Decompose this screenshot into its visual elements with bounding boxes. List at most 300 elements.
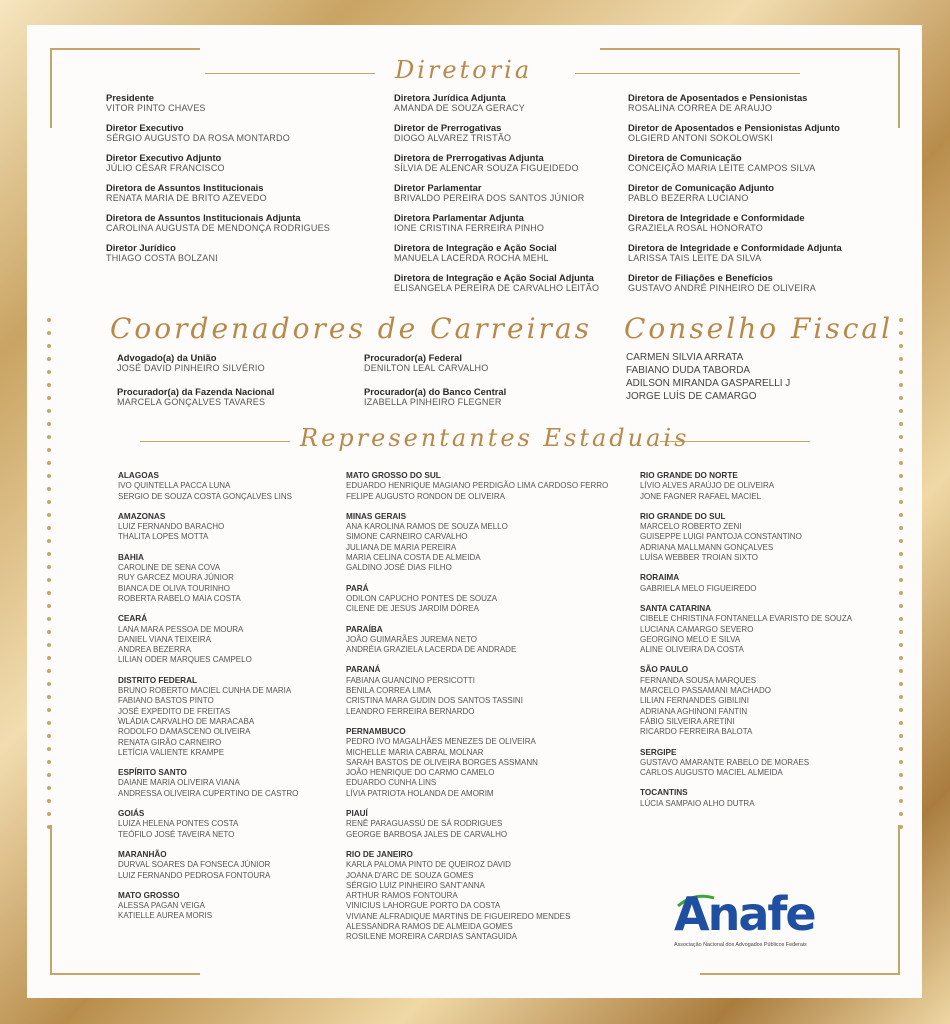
role-title: Diretor Parlamentar [394, 182, 482, 193]
representative-name: DURVAL SOARES DA FONSECA JÚNIOR [118, 860, 271, 870]
state-group [346, 809, 608, 840]
border-dot [47, 630, 51, 634]
border-dot [899, 760, 903, 764]
role-title: Diretora de Integração e Ação Social Adjunta [394, 272, 594, 283]
state-group [346, 665, 608, 716]
person-name: DENILTON LEAL CARVALHO [364, 363, 489, 373]
state-name: RIO DE JANEIRO [346, 849, 413, 859]
frame-line-right-bottom [898, 825, 900, 975]
border-dot [47, 552, 51, 556]
border-dot [47, 825, 51, 829]
state-group [346, 512, 608, 574]
representative-name: RUY GARCEZ MOURA JÚNIOR [118, 573, 234, 583]
frame-line-right-top [898, 48, 900, 128]
state-group [640, 573, 852, 594]
representative-name: SÉRGIO LUIZ PINHEIRO SANT'ANNA [346, 880, 485, 890]
role-title: Presidente [106, 92, 154, 103]
conselho-member: JORGE LUÍS DE CAMARGO [626, 391, 757, 402]
role-title: Diretor de Prerrogativas [394, 122, 502, 133]
representative-name: MARCELO ROBERTO ZENI [640, 522, 742, 532]
state-name: MINAS GERAIS [346, 511, 407, 521]
border-dot [47, 383, 51, 387]
border-dot [47, 344, 51, 348]
representative-name: LILIAN FERNANDES GIBILINI [640, 696, 749, 706]
border-dot [899, 552, 903, 556]
conselho-member: FABIANO DUDA TABORDA [626, 365, 751, 376]
role-entry [106, 122, 330, 144]
border-dot [899, 539, 903, 543]
border-dot [899, 734, 903, 738]
border-dot [899, 825, 903, 829]
representative-name: GALDINO JOSÉ DIAS FILHO [346, 563, 452, 573]
representative-name: CAROLINE DE SENA COVA [118, 563, 221, 573]
role-title: Diretora de Integridade e Conformidade Adjunta [628, 242, 842, 253]
border-dot [47, 357, 51, 361]
border-dot [899, 474, 903, 478]
representative-name: ODILON CAPUCHO PONTES DE SOUZA [346, 593, 498, 603]
state-group [640, 788, 852, 809]
logo-subtitle: Associação Nacional dos Advogados Públicos Federais [674, 942, 807, 948]
role-entry [394, 152, 599, 174]
state-group [118, 676, 298, 758]
person-name: IONE CRISTINA FERREIRA PINHO [394, 223, 545, 233]
border-dot [899, 500, 903, 504]
anafe-logo [672, 886, 832, 956]
representative-name: JULIANA DE MARIA PEREIRA [346, 542, 457, 552]
person-name: BRIVALDO PEREIRA DOS SANTOS JÚNIOR [394, 193, 585, 203]
state-name: RIO GRANDE DO NORTE [640, 471, 738, 480]
representantes-column-3 [640, 471, 852, 819]
border-dot [899, 812, 903, 816]
state-name: RIO GRANDE DO SUL [640, 511, 726, 521]
representative-name: LÍVIA PATRIOTA HOLANDA DE AMORIM [346, 788, 494, 798]
border-dot [899, 747, 903, 751]
border-dot [899, 708, 903, 712]
frame-line-bottom-right [700, 973, 900, 975]
representative-name: GEORGE BARBOSA JALES DE CARVALHO [346, 829, 508, 839]
representative-name: ALESSANDRA RAMOS DE ALMEIDA GOMES [346, 921, 513, 931]
representative-name: FELIPE AUGUSTO RONDON DE OLIVEIRA [346, 491, 505, 501]
border-dot [47, 695, 51, 699]
state-group [118, 553, 298, 604]
border-dot [899, 643, 903, 647]
representative-name: FERNANDA SOUSA MARQUES [640, 675, 757, 685]
border-dot [47, 812, 51, 816]
role-title: Diretor de Comunicação Adjunto [628, 182, 775, 193]
state-name: TOCANTINS [640, 788, 688, 798]
representative-name: ANDREA BEZERRA [118, 645, 191, 655]
state-name: MATO GROSSO [118, 890, 180, 900]
representative-name: GUSTAVO AMARANTE RABELO DE MORAES [640, 757, 810, 767]
role-entry [106, 92, 330, 114]
state-name: AMAZONAS [118, 511, 166, 521]
border-dot [47, 799, 51, 803]
role-title: Diretora de Assuntos Institucionais Adjunta [106, 212, 301, 223]
representative-name: LANA MARA PESSOA DE MOURA [118, 624, 244, 634]
coordenadores-column-1 [117, 352, 274, 420]
border-dot [47, 474, 51, 478]
state-name: SÃO PAULO [640, 665, 689, 675]
coordenadores-title: Coordenadores de Carreiras [110, 312, 593, 345]
state-group [346, 584, 608, 615]
role-entry [394, 92, 599, 114]
role-entry [106, 212, 330, 234]
representative-name: CIBELE CHRISTINA FONTANELLA EVARISTO DE SOUZA [640, 614, 853, 624]
representative-name: SIMONE CARNEIRO CARVALHO [346, 532, 468, 542]
logo-wordmark: Anafe [674, 887, 815, 941]
representative-name: MARIA CELINA COSTA DE ALMEIDA [346, 553, 481, 563]
role-title: Diretor de Filiações e Benefícios [628, 272, 773, 283]
person-name: ROSALINA CORREA DE ARAUJO [628, 103, 773, 113]
state-name: DISTRITO FEDERAL [118, 675, 197, 685]
role-title: Diretora de Aposentados e Pensionistas [628, 92, 808, 103]
border-dot [899, 513, 903, 517]
role-entry [628, 212, 842, 234]
state-group [118, 891, 298, 922]
state-name: ALAGOAS [118, 471, 159, 480]
border-dot [899, 773, 903, 777]
border-dot [899, 565, 903, 569]
state-group [346, 471, 608, 502]
border-dot [47, 682, 51, 686]
representative-name: VINICIUS LAHORGUE PORTO DA COSTA [346, 901, 501, 911]
state-group [118, 809, 298, 840]
border-dot [899, 344, 903, 348]
person-name: SÍLVIA DE ALENCAR SOUZA FIGUEIDEDO [394, 163, 579, 173]
representative-name: LUÍSA WEBBER TROIAN SIXTO [640, 553, 758, 563]
border-dot [47, 513, 51, 517]
role-title: Procurador(a) do Banco Central [364, 386, 507, 397]
border-dot [47, 318, 51, 322]
border-dot [899, 695, 903, 699]
state-name: MATO GROSSO DO SUL [346, 471, 441, 480]
border-dot [899, 396, 903, 400]
title-rule-right [575, 73, 800, 74]
representative-name: WLÁDIA CARVALHO DE MARACABA [118, 716, 255, 726]
person-name: CAROLINA AUGUSTA DE MENDONÇA RODRIGUES [106, 223, 330, 233]
representative-name: KATIELLE AUREA MORIS [118, 911, 213, 921]
border-dot [47, 565, 51, 569]
representative-name: ANA KAROLINA RAMOS DE SOUZA MELLO [346, 522, 508, 532]
representative-name: ANDRÉIA GRAZIELA LACERDA DE ANDRADE [346, 645, 517, 655]
border-dot [47, 500, 51, 504]
border-dot [47, 643, 51, 647]
representative-name: BENILA CORREA LIMA [346, 686, 431, 696]
representative-name: LUCIANA CAMARGO SEVERO [640, 624, 754, 634]
representative-name: LEANDRO FERREIRA BERNARDO [346, 706, 475, 716]
state-group [118, 850, 298, 881]
person-name: GUSTAVO ANDRÉ PINHEIRO DE OLIVEIRA [628, 283, 817, 293]
representative-name: KARLA PALOMA PINTO DE QUEIROZ DAVID [346, 860, 511, 870]
state-name: GOIÁS [118, 809, 145, 819]
representative-name: CARLOS AUGUSTO MACIEL ALMEIDA [640, 768, 783, 778]
role-title: Diretora Jurídica Adjunta [394, 92, 506, 103]
representative-name: LÚCIA SAMPAIO ALHO DUTRA [640, 798, 755, 808]
frame-line-left-bottom [50, 825, 52, 975]
state-group [640, 665, 852, 737]
person-name: GRAZIELA ROSAL HONORATO [628, 223, 763, 233]
dotted-border-left [47, 318, 53, 838]
border-dot [47, 669, 51, 673]
role-title: Diretor de Aposentados e Pensionistas Adjunto [628, 122, 840, 133]
person-name: IZABELLA PINHEIRO FLEGNER [364, 397, 502, 407]
state-group [640, 748, 852, 779]
representative-name: LUIZ FERNANDO BARACHO [118, 522, 225, 532]
state-group [346, 850, 608, 943]
representative-name: ROSILENE MOREIRA CARDIAS SANTAGUIDA [346, 932, 517, 942]
role-entry [106, 182, 330, 204]
representantes-column-2 [346, 471, 608, 953]
representative-name: GUISEPPE LUIGI PANTOJA CONSTANTINO [640, 532, 802, 542]
representative-name: ADRIANA MALLMANN GONÇALVES [640, 542, 774, 552]
state-name: SANTA CATARINA [640, 603, 712, 613]
border-dot [899, 448, 903, 452]
diretoria-column-2 [394, 92, 599, 302]
representative-name: LUIZ FERNANDO PEDROSA FONTOURA [118, 870, 271, 880]
person-name: ELISANGELA PEREIRA DE CARVALHO LEITÃO [394, 283, 600, 293]
diretoria-column-1 [106, 92, 330, 272]
dotted-border-right [899, 318, 905, 838]
representative-name: JOSÉ EXPEDITO DE FREITAS [118, 706, 231, 716]
border-dot [47, 747, 51, 751]
diretoria-column-3 [628, 92, 842, 302]
person-name: MANUELA LACERDA ROCHA MEHL [394, 253, 549, 263]
role-title: Diretora de Comunicação [628, 152, 742, 163]
role-entry [106, 242, 330, 264]
border-dot [899, 656, 903, 660]
representative-name: TEÓFILO JOSÉ TAVEIRA NETO [118, 829, 235, 839]
representative-name: ARTHUR RAMOS FONTOURA [346, 891, 458, 901]
border-dot [899, 786, 903, 790]
border-dot [47, 461, 51, 465]
representative-name: DAIANE MARIA OLIVEIRA VIANA [118, 778, 240, 788]
representative-name: JOANA D'ARC DE SOUZA GOMES [346, 870, 474, 880]
border-dot [899, 617, 903, 621]
person-name: THIAGO COSTA BOLZANI [106, 253, 218, 263]
role-title: Diretora de Integração e Ação Social [394, 242, 557, 253]
representative-name: ALESSA PAGAN VEIGA [118, 901, 205, 911]
border-dot [47, 435, 51, 439]
person-name: JOSÉ DAVID PINHEIRO SILVÉRIO [117, 363, 265, 373]
border-dot [899, 461, 903, 465]
role-title: Diretora Parlamentar Adjunta [394, 212, 524, 223]
role-title: Procurador(a) Federal [364, 352, 462, 363]
border-dot [47, 760, 51, 764]
representative-name: VIVIANE ALFRADIQUE MARTINS DE FIGUEIREDO MENDES [346, 911, 571, 921]
role-entry [117, 386, 274, 408]
state-name: PIAUÍ [346, 809, 368, 819]
representative-name: IVO QUINTELLA PACCA LUNA [118, 481, 231, 491]
border-dot [47, 604, 51, 608]
role-title: Procurador(a) da Fazenda Nacional [117, 386, 275, 397]
border-dot [899, 591, 903, 595]
representative-name: GABRIELA MELO FIGUEIREDO [640, 583, 757, 593]
border-dot [47, 526, 51, 530]
representative-name: LUIZA HELENA PONTES COSTA [118, 819, 239, 829]
representative-name: ALINE OLIVEIRA DA COSTA [640, 645, 744, 655]
role-title: Diretor Executivo [106, 122, 184, 133]
person-name: OLGIERD ANTONI SOKOLOWSKI [628, 133, 773, 143]
representative-name: GEORGINO MELO E SILVA [640, 634, 741, 644]
state-group [640, 512, 852, 563]
person-name: RENATA MARIA DE BRITO AZEVEDO [106, 193, 267, 203]
role-entry [364, 386, 506, 408]
rep-rule-left [140, 441, 290, 442]
border-dot [899, 721, 903, 725]
frame-line-top-left [50, 48, 200, 50]
role-entry [394, 122, 599, 144]
state-group [118, 471, 298, 502]
representative-name: JOÃO HENRIQUE DO CARMO CAMELO [346, 768, 495, 778]
state-name: PARAÍBA [346, 624, 383, 634]
border-dot [899, 526, 903, 530]
representative-name: LETÍCIA VALIENTE KRAMPE [118, 747, 225, 757]
person-name: SÉRGIO AUGUSTO DA ROSA MONTARDO [106, 133, 290, 143]
border-dot [47, 591, 51, 595]
border-dot [47, 370, 51, 374]
role-title: Diretora de Assuntos Institucionais [106, 182, 264, 193]
border-dot [47, 487, 51, 491]
border-dot [899, 318, 903, 322]
state-name: PERNAMBUCO [346, 726, 406, 736]
diretoria-title: Diretoria [395, 56, 533, 84]
border-dot [899, 409, 903, 413]
border-dot [899, 435, 903, 439]
state-group [118, 768, 298, 799]
representative-name: RICARDO FERREIRA BALOTA [640, 727, 753, 737]
border-dot [47, 396, 51, 400]
representative-name: MICHELLE MARIA CABRAL MOLNAR [346, 747, 484, 757]
border-dot [47, 409, 51, 413]
representative-name: PEDRO IVO MAGALHÃES MENEZES DE OLIVEIRA [346, 737, 536, 747]
role-entry [394, 242, 599, 264]
border-dot [47, 578, 51, 582]
person-name: DIOGO ALVAREZ TRISTÃO [394, 133, 512, 143]
representative-name: JONE FAGNER RAFAEL MACIEL [640, 491, 762, 501]
border-dot [899, 487, 903, 491]
representative-name: CILENE DE JESUS JARDIM DÓREA [346, 604, 479, 614]
role-entry [628, 122, 842, 144]
representative-name: FABIANA GUANCINO PERSICOTTI [346, 675, 475, 685]
role-title: Diretor Jurídico [106, 242, 176, 253]
role-entry [117, 352, 274, 374]
border-dot [899, 578, 903, 582]
representative-name: LÍVIO ALVES ARAÚJO DE OLIVEIRA [640, 481, 775, 491]
border-dot [899, 604, 903, 608]
representative-name: ANDRESSA OLIVEIRA CUPERTINO DE CASTRO [118, 788, 299, 798]
border-dot [47, 773, 51, 777]
role-title: Diretora de Integridade e Conformidade [628, 212, 805, 223]
border-dot [899, 682, 903, 686]
representative-name: DANIEL VIANA TEIXEIRA [118, 634, 211, 644]
representative-name: FABIANO BASTOS PINTO [118, 696, 214, 706]
representative-name: CRISTINA MARA GUDIN DOS SANTOS TASSINI [346, 696, 523, 706]
role-entry [628, 272, 842, 294]
border-dot [47, 708, 51, 712]
representative-name: JOÃO GUIMARÃES JUREMA NETO [346, 634, 477, 644]
person-name: MARCELA GONÇALVES TAVARES [117, 397, 266, 407]
state-name: ESPÍRITO SANTO [118, 768, 187, 778]
representative-name: SARAH BASTOS DE OLIVEIRA BORGES ASSMANN [346, 757, 538, 767]
border-dot [899, 669, 903, 673]
representative-name: RODOLFO DAMASCENO OLIVEIRA [118, 727, 251, 737]
border-dot [47, 422, 51, 426]
person-name: AMANDA DE SOUZA GERACY [394, 103, 525, 113]
conselho-member: ADILSON MIRANDA GASPARELLI J [626, 378, 791, 389]
frame-line-left-top [50, 48, 52, 128]
representative-name: MARCELO PASSAMANI MACHADO [640, 686, 771, 696]
border-dot [47, 786, 51, 790]
border-dot [899, 630, 903, 634]
state-name: PARÁ [346, 583, 369, 593]
border-dot [899, 331, 903, 335]
person-name: LARISSA TAIS LEITE DA SILVA [628, 253, 762, 263]
role-title: Diretora de Prerrogativas Adjunta [394, 152, 544, 163]
role-title: Advogado(a) da União [117, 352, 217, 363]
person-name: CONCEIÇÃO MARIA LEITE CAMPOS SILVA [628, 163, 816, 173]
representative-name: ADRIANA AGHINONI FANTIN [640, 706, 748, 716]
state-group [640, 604, 852, 655]
representative-name: EDUARDO CUNHA LINS [346, 778, 437, 788]
representantes-title: Representantes Estaduais [300, 424, 690, 452]
border-dot [47, 448, 51, 452]
border-dot [899, 370, 903, 374]
state-group [346, 727, 608, 799]
role-entry [364, 352, 506, 374]
role-entry [106, 152, 330, 174]
role-entry [394, 182, 599, 204]
representative-name: FÁBIO SILVEIRA ARETINI [640, 716, 735, 726]
border-dot [47, 656, 51, 660]
state-name: SERGIPE [640, 747, 677, 757]
border-dot [899, 799, 903, 803]
state-group [118, 512, 298, 543]
state-name: PARANÁ [346, 665, 381, 675]
role-entry [628, 92, 842, 114]
frame-line-top-right [600, 48, 900, 50]
border-dot [47, 721, 51, 725]
role-entry [628, 242, 842, 264]
state-group [346, 625, 608, 656]
state-group [118, 614, 298, 665]
border-dot [899, 422, 903, 426]
representative-name: BIANCA DE OLIVA TOURINHO [118, 583, 231, 593]
conselho-title: Conselho Fiscal [624, 312, 894, 345]
border-dot [47, 331, 51, 335]
conselho-member: CARMEN SILVIA ARRATA [626, 352, 744, 363]
border-dot [899, 383, 903, 387]
role-entry [394, 272, 599, 294]
title-rule-left [205, 73, 375, 74]
border-dot [47, 617, 51, 621]
representative-name: RENATA GIRÃO CARNEIRO [118, 737, 222, 747]
role-entry [628, 152, 842, 174]
role-entry [394, 212, 599, 234]
frame-line-bottom-left [50, 973, 200, 975]
border-dot [899, 357, 903, 361]
representative-name: BRUNO ROBERTO MACIEL CUNHA DE MARIA [118, 686, 292, 696]
state-group [640, 471, 852, 502]
role-entry [628, 182, 842, 204]
representative-name: EDUARDO HENRIQUE MAGIANO PERDIGÃO LIMA CARDOSO FERRO [346, 481, 609, 491]
representative-name: SERGIO DE SOUZA COSTA GONÇALVES LINS [118, 491, 292, 501]
state-name: RORAIMA [640, 573, 680, 583]
coordenadores-column-2 [364, 352, 506, 420]
representantes-column-1 [118, 471, 298, 932]
state-name: MARANHÃO [118, 849, 167, 859]
conselho-list [626, 351, 790, 403]
representative-name: LILIAN ODER MARQUES CAMPELO [118, 655, 252, 665]
